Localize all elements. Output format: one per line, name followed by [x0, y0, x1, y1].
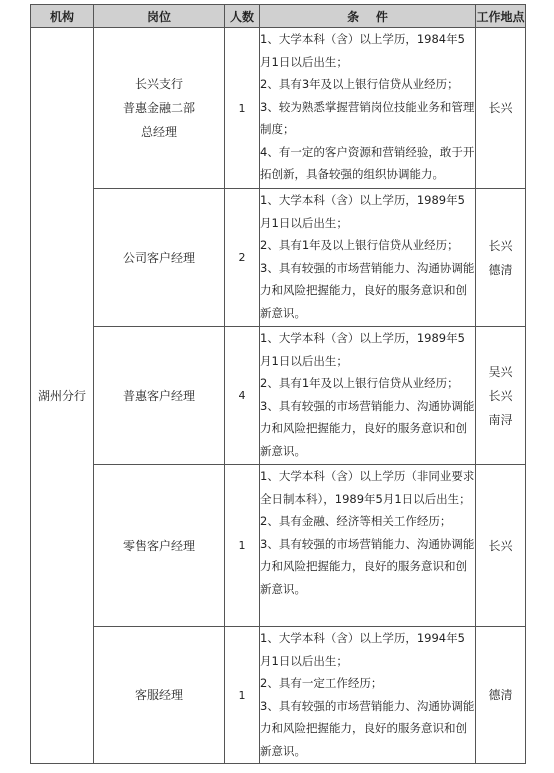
location-line: 长兴 [488, 238, 513, 253]
condition-item: 1、大学本科（含）以上学历，1994年5月1日以后出生； [260, 631, 465, 668]
table-row [31, 465, 526, 627]
condition-item: 2、具有3年及以上银行信贷从业经历； [260, 77, 459, 91]
position-line: 总经理 [140, 125, 177, 139]
conditions-cell [260, 465, 476, 627]
header-row [31, 5, 526, 28]
header-count: 人数 [225, 5, 260, 28]
position-line: 客服经理 [134, 688, 183, 702]
conditions-cell [260, 627, 476, 764]
position-line: 普惠客户经理 [122, 388, 195, 403]
condition-item: 1、大学本科（含）以上学历（非同业要求全日制本科），1989年5月1日以后出生； [260, 469, 475, 506]
table-row [31, 189, 526, 327]
header-location: 工作地点 [476, 5, 526, 28]
condition-item: 3、具有较强的市场营销能力、沟通协调能力和风险把握能力，良好的服务意识和创新意识。 [260, 698, 475, 758]
location-line: 南浔 [488, 412, 513, 427]
count-cell: 1 [225, 465, 260, 627]
header-position: 岗位 [94, 5, 225, 28]
condition-item: 1、大学本科（含）以上学历，1984年5月1日以后出生； [260, 32, 465, 69]
header-org: 机构 [31, 5, 94, 28]
conditions-cell [260, 28, 476, 189]
condition-item: 2、具有金融、经济等相关工作经历； [260, 514, 452, 528]
condition-item: 3、具有较强的市场营销能力、沟通协调能力和风险把握能力，良好的服务意识和创新意识。 [260, 260, 475, 320]
condition-item: 3、具有较强的市场营销能力、沟通协调能力和风险把握能力，良好的服务意识和创新意识。 [260, 398, 475, 458]
location-cell [476, 627, 526, 764]
count-cell: 1 [225, 627, 260, 764]
condition-item: 3、较为熟悉掌握营销岗位技能业务和管理制度； [260, 99, 475, 136]
position-cell [94, 189, 225, 327]
location-line: 德清 [488, 688, 513, 702]
position-cell [94, 28, 225, 189]
count-cell: 2 [225, 189, 260, 327]
location-cell [476, 327, 526, 465]
table-body [31, 28, 526, 764]
position-cell [94, 327, 225, 465]
location-cell [476, 189, 526, 327]
conditions-cell [260, 327, 476, 465]
location-cell [476, 465, 526, 627]
condition-item: 2、具有1年及以上银行信贷从业经历； [260, 376, 459, 390]
table-row [31, 28, 526, 189]
location-line: 长兴 [488, 538, 513, 553]
table-row [31, 327, 526, 465]
count-cell: 4 [225, 327, 260, 465]
condition-item: 3、具有较强的市场营销能力、沟通协调能力和风险把握能力，良好的服务意识和创新意识。 [260, 536, 475, 596]
position-line: 公司客户经理 [122, 250, 195, 265]
table-row [31, 627, 526, 764]
condition-item: 1、大学本科（含）以上学历，1989年5月1日以后出生； [260, 193, 465, 230]
condition-item: 1、大学本科（含）以上学历，1989年5月1日以后出生； [260, 331, 465, 368]
position-line: 长兴支行 [134, 77, 183, 91]
header-conditions: 条 件 [260, 5, 476, 28]
recruitment-table [30, 4, 526, 764]
count-cell: 1 [225, 28, 260, 189]
location-line: 长兴 [488, 101, 513, 115]
position-line: 零售客户经理 [122, 538, 195, 553]
location-line: 长兴 [488, 388, 513, 403]
condition-item: 2、具有1年及以上银行信贷从业经历； [260, 238, 459, 252]
position-line: 普惠金融二部 [122, 101, 195, 115]
condition-item: 2、具有一定工作经历； [260, 676, 383, 690]
org-cell: 湖州分行 [31, 28, 94, 764]
location-line: 吴兴 [488, 364, 513, 379]
conditions-cell [260, 189, 476, 327]
condition-item: 4、有一定的客户资源和营销经验，敢于开拓创新，具备较强的组织协调能力。 [260, 144, 475, 181]
position-cell [94, 465, 225, 627]
location-cell [476, 28, 526, 189]
position-cell [94, 627, 225, 764]
location-line: 德清 [488, 262, 513, 277]
